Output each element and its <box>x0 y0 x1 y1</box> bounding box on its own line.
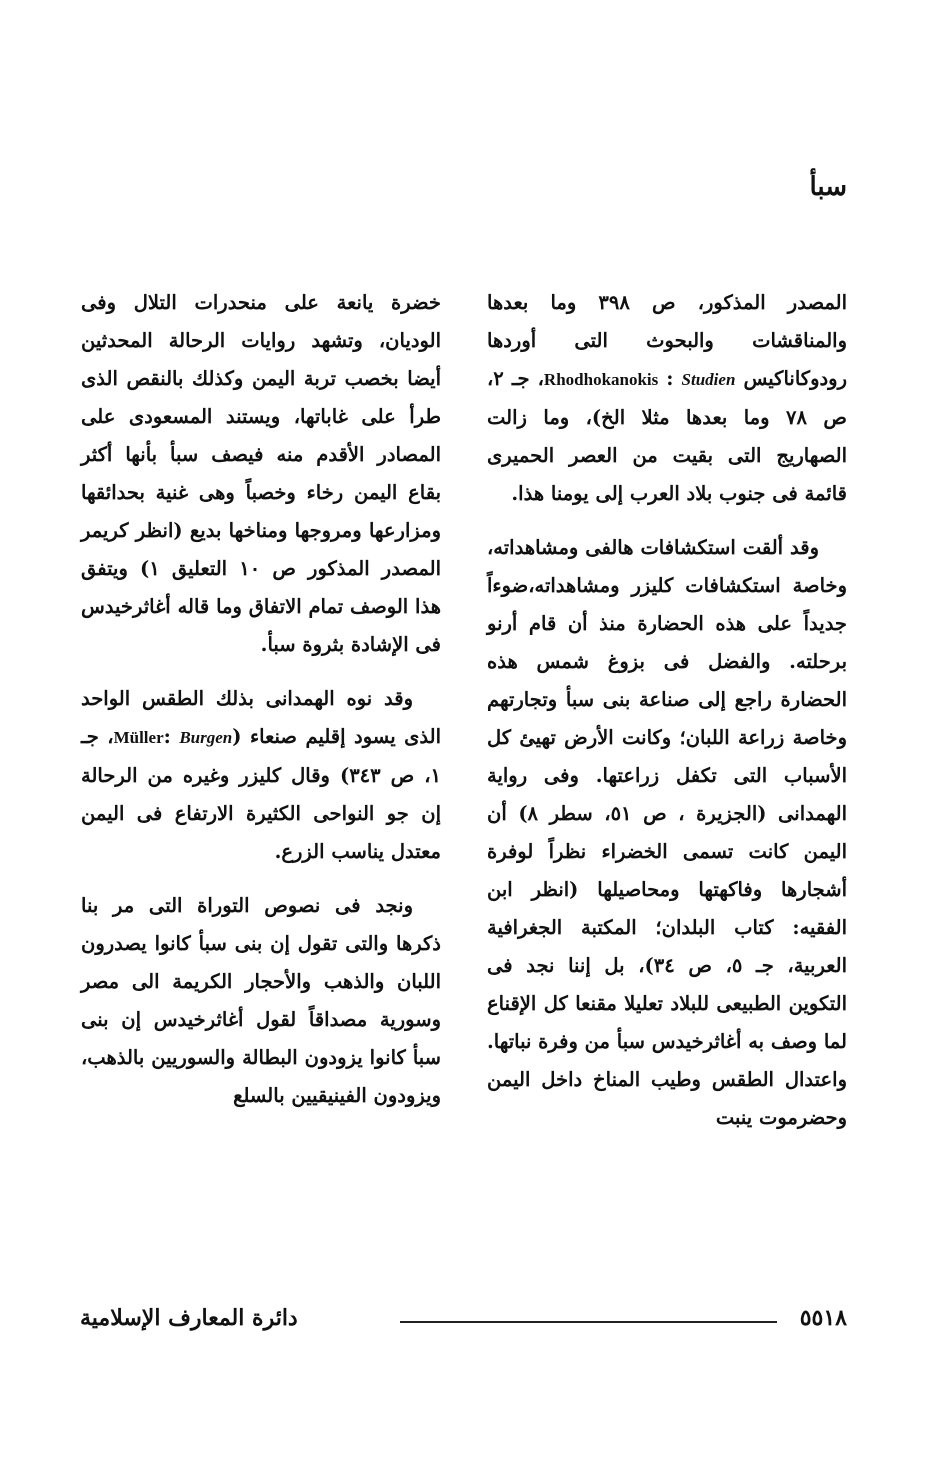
paragraph <box>487 284 847 513</box>
page-number: ٥٥١٨ <box>799 1305 847 1331</box>
paragraph <box>81 680 441 871</box>
latin-name: Rhodhokanokis <box>543 370 659 389</box>
paragraph: وقد ألقت استكشافات هالفى ومشاهداته، وخاصة استكشافات كليزر ومشاهداته،ضوءاً جديداً على هذه الحضارة منذ أن قام أرنو برحلته. والفضل فى بزوغ شمس هذه الحضارة راجع إلى صناعة بنى سبأ وتجارتهم وخاصة زراعة اللبان؛ وكانت الأرض تهيئ كل الأسباب التى تكفل زراعتها. وفى رواية الهمدانى (الجزيرة ، ص ٥١، سطر ٨) أن اليمن كانت تسمى الخضراء نظراً لوفرة أشجارها وفاكهتها ومحاصيلها (انظر ابن الفقيه: كتاب البلدان؛ المكتبة الجغرافية العربية، جـ ٥، ص ٣٤)، بل إننا نجد فى التكوين الطبيعى للبلاد تعليلا مقنعا كل الإقناع لما وصف به أغاثرخيدس سبأ من وفرة نباتها. واعتدال الطقس وطيب المناخ داخل اليمن وحضرموت ينبت <box>486 536 847 1129</box>
text-run: ، جـ ٢، ص ٧٨ وما بعدها مثلا الخ)، وما زالت الصهاريج التى بقيت من العصر الحميرى قائمة فى جنوب بلاد العرب إلى يومنا هذا. <box>487 367 847 505</box>
text-run: ، جـ ١، ص ٣٤٣) وقال كليزر وغيره من الرحالة إن جو النواحى الكثيرة الارتفاع فى اليمن معتدل يناسب الزرع. <box>81 725 441 863</box>
text-run: : <box>658 367 682 390</box>
running-head: سبأ <box>809 172 847 202</box>
page-footer <box>60 1305 847 1335</box>
right-column <box>487 284 847 1153</box>
left-column <box>81 284 441 1131</box>
text-run: : <box>163 725 180 748</box>
latin-name: Müller <box>113 728 164 747</box>
paragraph: ونجد فى نصوص التوراة التى مر بنا ذكرها والتى تقول إن بنى سبأ كانوا يصدرون اللبان والذهب والأحجار الكريمة الى مصر وسورية مصداقاً لقول أغاثرخيدس إن بنى سبأ كانوا يزودون البطالة والسوريين بالذهب، ويزودون الفينيقيين بالسلع <box>81 894 441 1107</box>
paragraph: خضرة يانعة على منحدرات التلال وفى الوديان، وتشهد روايات الرحالة المحدثين أيضا بخصب تربة اليمن وكذلك بالنقص الذى طرأ على غاباتها، ويستند المسعودى على المصادر الأقدم منه فيصف سبأ بأنها أكثر بقاع اليمن رخاء وخصباً وهى غنية بحدائقها ومزارعها ومروجها ومناخها بديع (انظر كريمر المصدر المذكور ص ١٠ التعليق ١) ويتفق هذا الوصف تمام الاتفاق وما قاله أغاثرخيدس فى الإشادة بثروة سبأ. <box>81 291 441 656</box>
text-run: وقد نوه الهمدانى بذلك الطقس الواحد الذى يسود إقليم صنعاء ( <box>81 687 441 748</box>
latin-title: Studien <box>681 370 736 389</box>
publication-title: دائرة المعارف الإسلامية <box>80 1305 298 1331</box>
footer-rule <box>400 1321 777 1323</box>
latin-title: Burgen <box>179 728 233 747</box>
text-run: المصدر المذكور، ص ٣٩٨ وما بعدها والمناقشات والبحوث التى أوردها رودوكاناكيس <box>487 291 847 390</box>
